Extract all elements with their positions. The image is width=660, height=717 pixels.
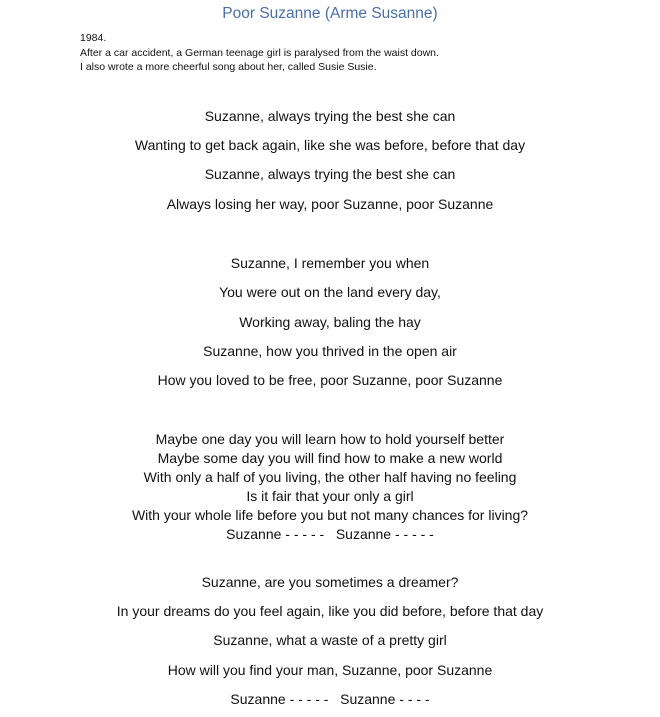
- lyric-line: Wanting to get back again, like she was before, before that day: [134, 137, 526, 153]
- lyric-line: Suzanne - - - - - Suzanne - - - -: [230, 691, 430, 707]
- intro-year: 1984.: [80, 32, 107, 44]
- lyric-line: With only a half of you living, the other half having no feeling: [143, 469, 517, 485]
- lyric-line: How you loved to be free, poor Suzanne, poor Suzanne: [157, 372, 503, 388]
- lyric-line: Working away, baling the hay: [239, 314, 421, 330]
- lyric-line: Suzanne, what a waste of a pretty girl: [213, 632, 447, 648]
- intro-notes: [80, 31, 439, 75]
- lyric-line: In your dreams do you feel again, like you did before, before that day: [116, 603, 544, 619]
- intro-line: I also wrote a more cheerful song about her, called Susie Susie.: [80, 61, 377, 73]
- lyric-line: Suzanne - - - - - Suzanne - - - - -: [226, 526, 434, 542]
- lyric-line: Always losing her way, poor Suzanne, poor Suzanne: [166, 196, 494, 212]
- lyric-line: How will you find your man, Suzanne, poor Suzanne: [167, 662, 493, 678]
- lyric-line: Suzanne, how you thrived in the open air: [203, 343, 457, 359]
- lyric-line: With your whole life before you but not many chances for living?: [131, 507, 529, 523]
- lyric-line: Maybe some day you will find how to make a new world: [157, 450, 503, 466]
- song-title: Poor Suzanne (Arme Susanne): [222, 5, 438, 22]
- lyric-line: Suzanne, are you sometimes a dreamer?: [201, 574, 459, 590]
- lyric-line: Suzanne, I remember you when: [230, 255, 430, 271]
- intro-line: After a car accident, a German teenage girl is paralysed from the waist down.: [80, 46, 439, 59]
- lyric-line: Maybe one day you will learn how to hold yourself better: [155, 431, 505, 447]
- lyric-line: Suzanne, always trying the best she can: [204, 108, 456, 124]
- lyric-line: Is it fair that your only a girl: [246, 488, 414, 504]
- lyric-line: You were out on the land every day,: [219, 284, 441, 300]
- lyric-line: Suzanne, always trying the best she can: [204, 166, 456, 182]
